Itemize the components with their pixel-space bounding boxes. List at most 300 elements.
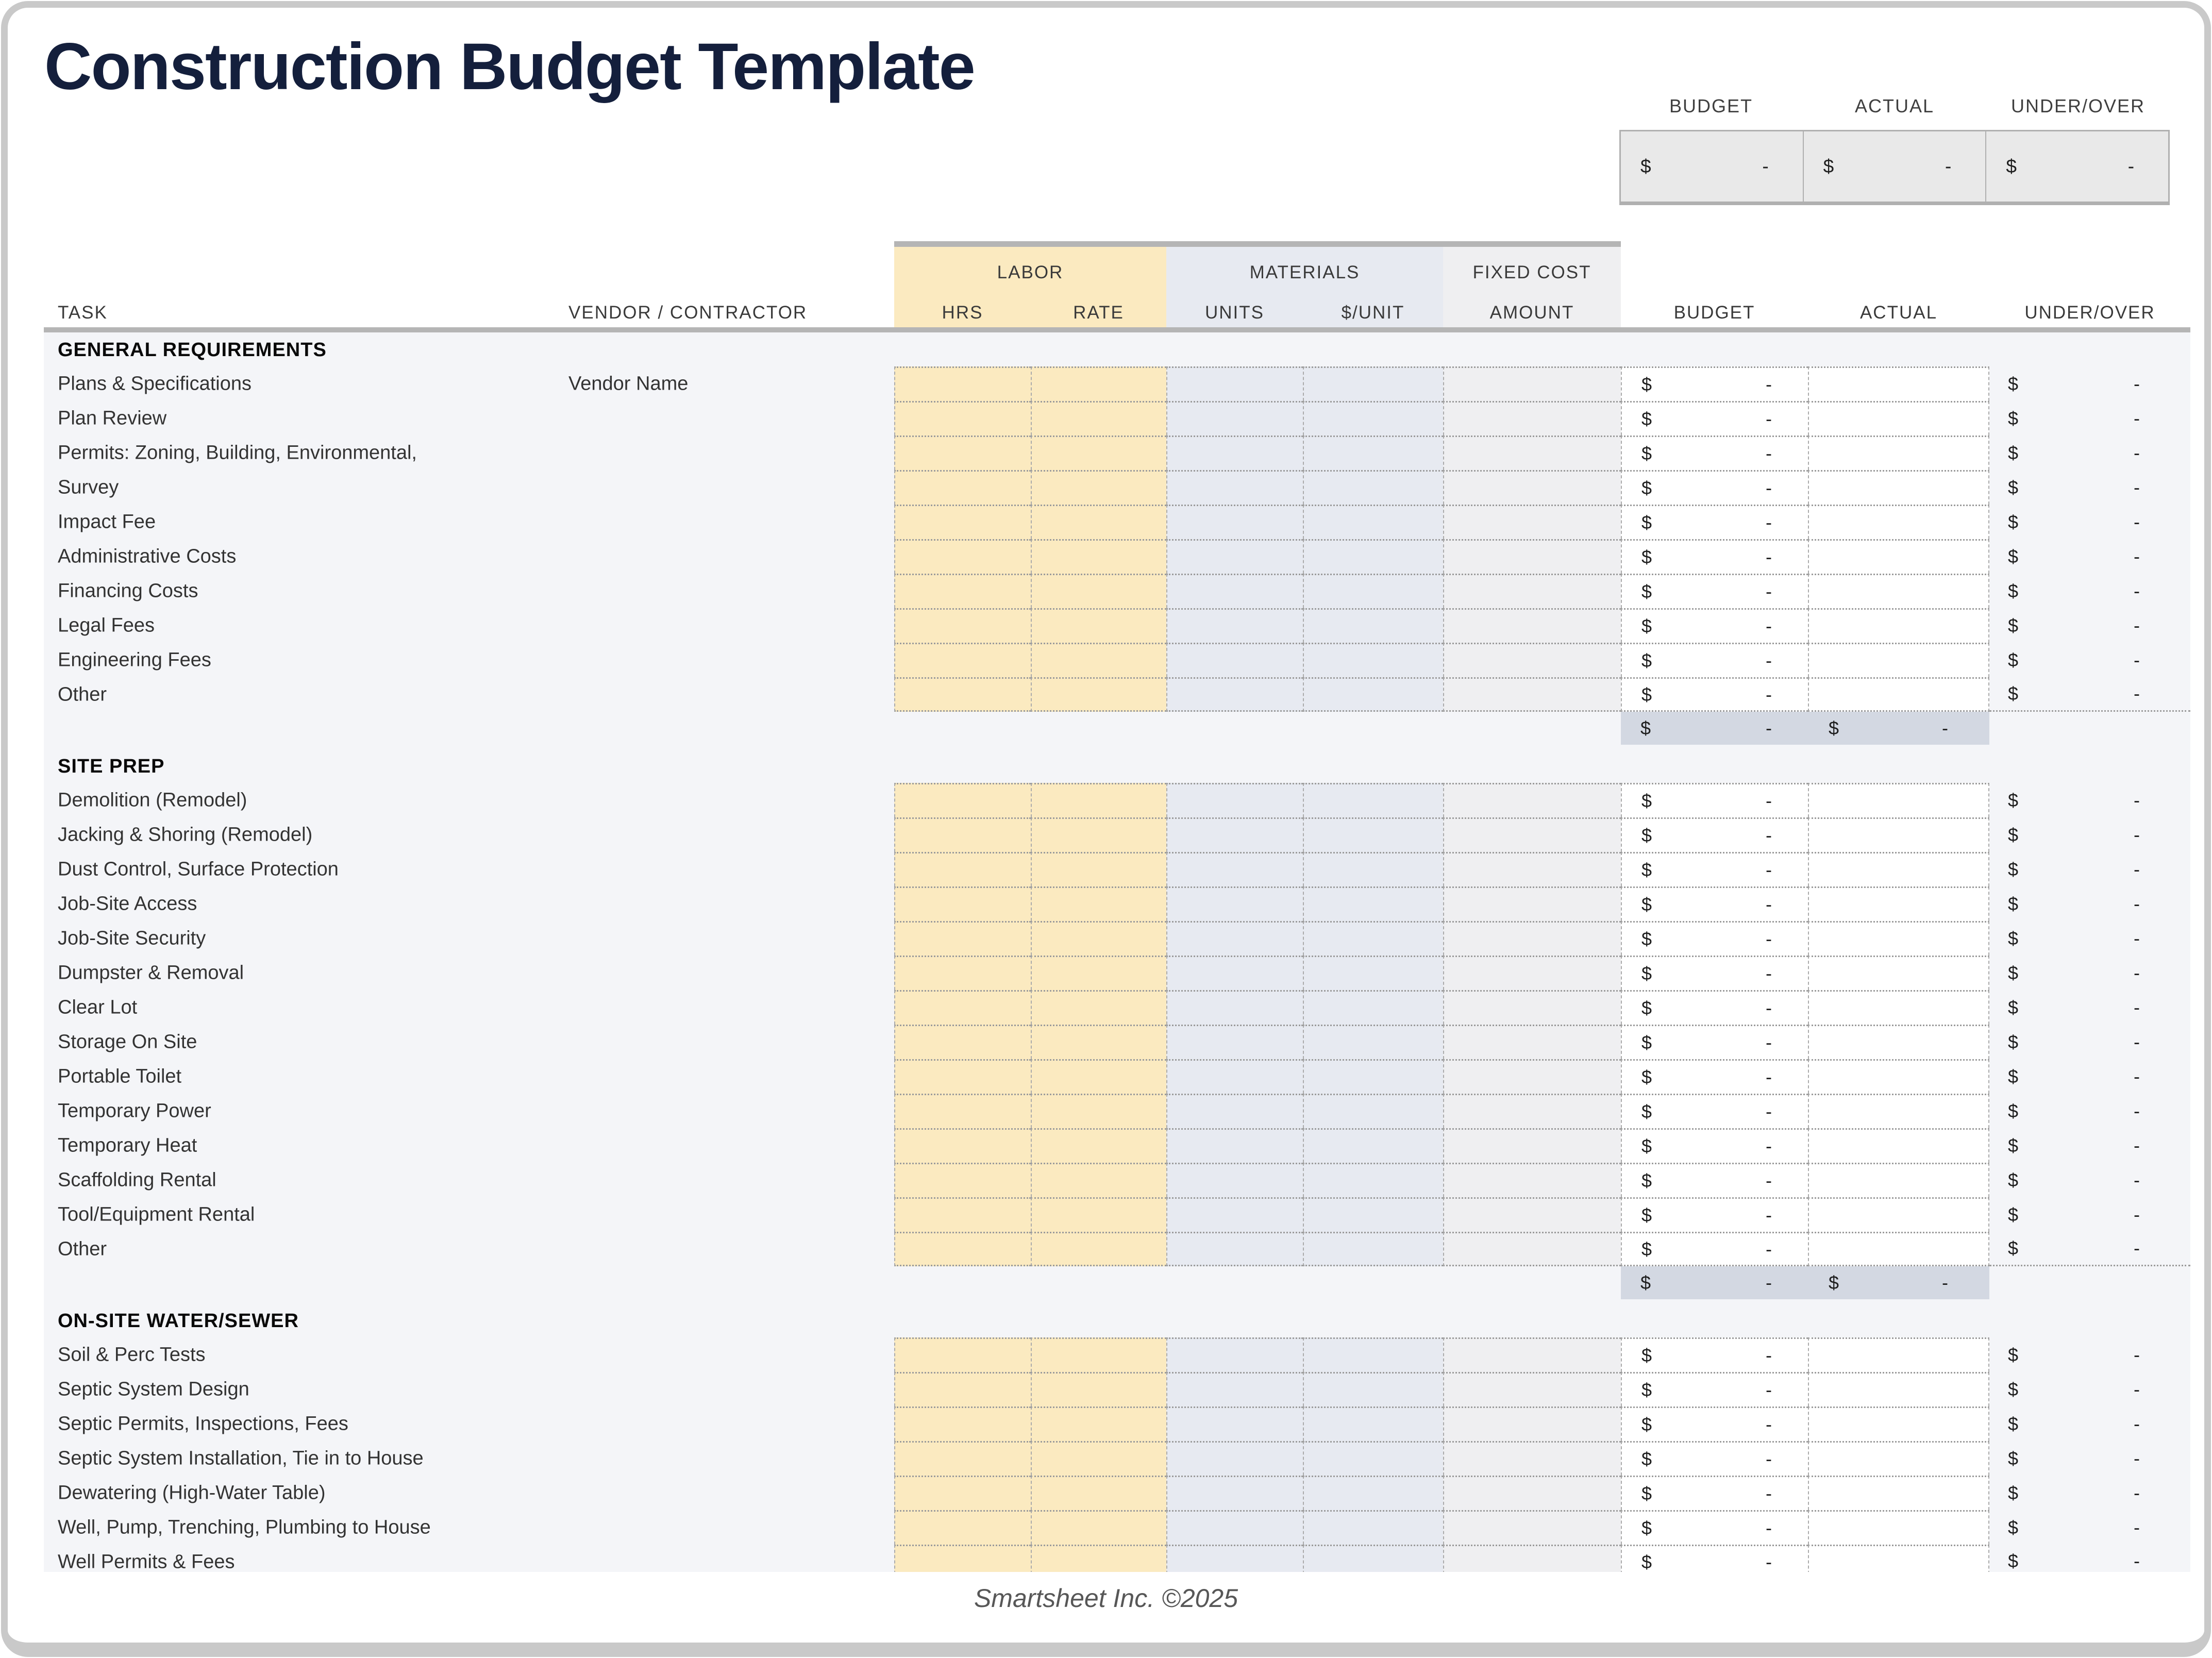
materials-units-cell[interactable]: [1166, 505, 1303, 539]
materials-unit-cost-cell[interactable]: [1303, 643, 1443, 677]
labor-hrs-cell[interactable]: [894, 852, 1031, 886]
fixed-cost-amount-cell[interactable]: [1443, 783, 1621, 817]
task-cell[interactable]: Financing Costs: [58, 580, 198, 601]
vendor-cell[interactable]: [568, 546, 775, 567]
task-cell[interactable]: Well, Pump, Trenching, Plumbing to House: [58, 1516, 431, 1538]
labor-hrs-cell[interactable]: [894, 1510, 1031, 1545]
actual-cell[interactable]: [1808, 1337, 1989, 1372]
under-over-cell[interactable]: [1989, 921, 2190, 956]
actual-cell[interactable]: [1808, 505, 1989, 539]
materials-unit-cost-cell[interactable]: [1303, 817, 1443, 852]
materials-units-cell[interactable]: [1166, 1025, 1303, 1059]
vendor-cell[interactable]: [568, 650, 775, 671]
task-cell[interactable]: Septic System Installation, Tie in to House: [58, 1447, 424, 1469]
vendor-cell[interactable]: [568, 477, 775, 498]
vendor-cell[interactable]: Vendor Name: [568, 373, 689, 394]
materials-units-cell[interactable]: [1166, 574, 1303, 608]
budget-cell[interactable]: [1621, 1059, 1808, 1094]
labor-hrs-cell[interactable]: [894, 366, 1031, 401]
under-over-cell[interactable]: [1989, 1372, 2190, 1406]
under-over-cell[interactable]: [1989, 677, 2190, 712]
fixed-cost-amount-cell[interactable]: [1443, 1406, 1621, 1441]
task-cell[interactable]: Dewatering (High-Water Table): [58, 1482, 326, 1503]
task-cell[interactable]: Dust Control, Surface Protection: [58, 858, 339, 880]
materials-unit-cost-cell[interactable]: [1303, 956, 1443, 990]
budget-cell[interactable]: [1621, 1441, 1808, 1476]
fixed-cost-amount-cell[interactable]: [1443, 1510, 1621, 1545]
task-cell[interactable]: Septic Permits, Inspections, Fees: [58, 1413, 348, 1434]
labor-hrs-cell[interactable]: [894, 677, 1031, 712]
under-over-cell[interactable]: [1989, 1337, 2190, 1372]
labor-rate-cell[interactable]: [1031, 921, 1166, 956]
fixed-cost-amount-cell[interactable]: [1443, 886, 1621, 921]
labor-hrs-cell[interactable]: [894, 956, 1031, 990]
budget-cell[interactable]: [1621, 643, 1808, 677]
materials-units-cell[interactable]: [1166, 1545, 1303, 1572]
task-cell[interactable]: Plans & Specifications: [58, 373, 252, 394]
budget-cell[interactable]: [1621, 1545, 1808, 1572]
actual-cell[interactable]: [1808, 608, 1989, 643]
task-cell[interactable]: Portable Toilet: [58, 1065, 182, 1087]
materials-unit-cost-cell[interactable]: [1303, 886, 1443, 921]
fixed-cost-amount-cell[interactable]: [1443, 1337, 1621, 1372]
labor-rate-cell[interactable]: [1031, 817, 1166, 852]
labor-hrs-cell[interactable]: [894, 1163, 1031, 1197]
task-cell[interactable]: Administrative Costs: [58, 545, 237, 567]
labor-rate-cell[interactable]: [1031, 1545, 1166, 1572]
under-over-cell[interactable]: [1989, 1510, 2190, 1545]
materials-units-cell[interactable]: [1166, 852, 1303, 886]
materials-unit-cost-cell[interactable]: [1303, 1025, 1443, 1059]
budget-cell[interactable]: [1621, 1232, 1808, 1266]
labor-rate-cell[interactable]: [1031, 886, 1166, 921]
labor-rate-cell[interactable]: [1031, 956, 1166, 990]
under-over-cell[interactable]: [1989, 817, 2190, 852]
fixed-cost-amount-cell[interactable]: [1443, 921, 1621, 956]
task-cell[interactable]: Storage On Site: [58, 1031, 197, 1052]
labor-hrs-cell[interactable]: [894, 436, 1031, 470]
task-cell[interactable]: Other: [58, 683, 107, 705]
budget-cell[interactable]: [1621, 1406, 1808, 1441]
under-over-cell[interactable]: [1989, 990, 2190, 1025]
budget-cell[interactable]: [1621, 677, 1808, 712]
actual-cell[interactable]: [1808, 1476, 1989, 1510]
budget-cell[interactable]: [1621, 436, 1808, 470]
budget-cell[interactable]: [1621, 401, 1808, 436]
actual-cell[interactable]: [1808, 921, 1989, 956]
materials-units-cell[interactable]: [1166, 608, 1303, 643]
under-over-cell[interactable]: [1989, 1441, 2190, 1476]
labor-rate-cell[interactable]: [1031, 401, 1166, 436]
under-over-cell[interactable]: [1989, 1163, 2190, 1197]
materials-units-cell[interactable]: [1166, 1372, 1303, 1406]
task-cell[interactable]: Temporary Power: [58, 1100, 211, 1121]
materials-unit-cost-cell[interactable]: [1303, 1372, 1443, 1406]
materials-unit-cost-cell[interactable]: [1303, 608, 1443, 643]
vendor-cell[interactable]: [568, 1032, 775, 1052]
under-over-cell[interactable]: [1989, 1545, 2190, 1572]
budget-cell[interactable]: [1621, 956, 1808, 990]
labor-rate-cell[interactable]: [1031, 608, 1166, 643]
actual-cell[interactable]: [1808, 1232, 1989, 1266]
materials-units-cell[interactable]: [1166, 1128, 1303, 1163]
materials-units-cell[interactable]: [1166, 1441, 1303, 1476]
materials-units-cell[interactable]: [1166, 1059, 1303, 1094]
labor-hrs-cell[interactable]: [894, 608, 1031, 643]
materials-units-cell[interactable]: [1166, 1163, 1303, 1197]
vendor-cell[interactable]: [568, 615, 775, 636]
actual-cell[interactable]: [1808, 817, 1989, 852]
fixed-cost-amount-cell[interactable]: [1443, 436, 1621, 470]
labor-rate-cell[interactable]: [1031, 1372, 1166, 1406]
task-cell[interactable]: Plan Review: [58, 407, 167, 429]
task-cell[interactable]: Dumpster & Removal: [58, 962, 244, 983]
vendor-cell[interactable]: [568, 825, 775, 845]
under-over-cell[interactable]: [1989, 539, 2190, 574]
task-cell[interactable]: Jacking & Shoring (Remodel): [58, 824, 313, 845]
labor-rate-cell[interactable]: [1031, 1128, 1166, 1163]
labor-hrs-cell[interactable]: [894, 401, 1031, 436]
task-cell[interactable]: Scaffolding Rental: [58, 1169, 216, 1191]
under-over-cell[interactable]: [1989, 643, 2190, 677]
actual-cell[interactable]: [1808, 1406, 1989, 1441]
budget-cell[interactable]: [1621, 1163, 1808, 1197]
task-cell[interactable]: Engineering Fees: [58, 649, 211, 671]
vendor-cell[interactable]: [568, 1379, 775, 1400]
budget-cell[interactable]: [1621, 1025, 1808, 1059]
under-over-cell[interactable]: [1989, 436, 2190, 470]
under-over-cell[interactable]: [1989, 886, 2190, 921]
actual-cell[interactable]: [1808, 1510, 1989, 1545]
labor-rate-cell[interactable]: [1031, 1197, 1166, 1232]
summary-total-under-over[interactable]: [1985, 131, 2168, 202]
budget-cell[interactable]: [1621, 1128, 1808, 1163]
labor-hrs-cell[interactable]: [894, 990, 1031, 1025]
fixed-cost-amount-cell[interactable]: [1443, 1476, 1621, 1510]
fixed-cost-amount-cell[interactable]: [1443, 643, 1621, 677]
task-cell[interactable]: Permits: Zoning, Building, Environmental,: [58, 442, 417, 463]
under-over-cell[interactable]: [1989, 366, 2190, 401]
labor-hrs-cell[interactable]: [894, 643, 1031, 677]
labor-hrs-cell[interactable]: [894, 1197, 1031, 1232]
actual-cell[interactable]: [1808, 539, 1989, 574]
budget-cell[interactable]: [1621, 505, 1808, 539]
fixed-cost-amount-cell[interactable]: [1443, 574, 1621, 608]
fixed-cost-amount-cell[interactable]: [1443, 608, 1621, 643]
fixed-cost-amount-cell[interactable]: [1443, 505, 1621, 539]
fixed-cost-amount-cell[interactable]: [1443, 852, 1621, 886]
actual-cell[interactable]: [1808, 677, 1989, 712]
budget-cell[interactable]: [1621, 1197, 1808, 1232]
labor-hrs-cell[interactable]: [894, 574, 1031, 608]
vendor-cell[interactable]: [568, 443, 775, 463]
actual-cell[interactable]: [1808, 956, 1989, 990]
materials-unit-cost-cell[interactable]: [1303, 366, 1443, 401]
labor-hrs-cell[interactable]: [894, 783, 1031, 817]
labor-hrs-cell[interactable]: [894, 921, 1031, 956]
task-cell[interactable]: Tool/Equipment Rental: [58, 1203, 255, 1225]
labor-rate-cell[interactable]: [1031, 505, 1166, 539]
fixed-cost-amount-cell[interactable]: [1443, 1372, 1621, 1406]
under-over-cell[interactable]: [1989, 1232, 2190, 1266]
labor-rate-cell[interactable]: [1031, 1094, 1166, 1128]
vendor-cell[interactable]: [568, 1517, 775, 1538]
labor-rate-cell[interactable]: [1031, 1441, 1166, 1476]
materials-unit-cost-cell[interactable]: [1303, 1406, 1443, 1441]
labor-hrs-cell[interactable]: [894, 539, 1031, 574]
under-over-cell[interactable]: [1989, 852, 2190, 886]
vendor-cell[interactable]: [568, 1066, 775, 1087]
labor-hrs-cell[interactable]: [894, 1059, 1031, 1094]
under-over-cell[interactable]: [1989, 1094, 2190, 1128]
materials-units-cell[interactable]: [1166, 366, 1303, 401]
labor-hrs-cell[interactable]: [894, 1232, 1031, 1266]
fixed-cost-amount-cell[interactable]: [1443, 1094, 1621, 1128]
materials-unit-cost-cell[interactable]: [1303, 505, 1443, 539]
budget-cell[interactable]: [1621, 366, 1808, 401]
task-cell[interactable]: Demolition (Remodel): [58, 789, 247, 811]
fixed-cost-amount-cell[interactable]: [1443, 1163, 1621, 1197]
materials-units-cell[interactable]: [1166, 886, 1303, 921]
materials-unit-cost-cell[interactable]: [1303, 1232, 1443, 1266]
actual-cell[interactable]: [1808, 1441, 1989, 1476]
summary-total-budget[interactable]: [1621, 131, 1803, 202]
task-cell[interactable]: Job-Site Security: [58, 927, 206, 949]
materials-units-cell[interactable]: [1166, 1232, 1303, 1266]
vendor-cell[interactable]: [568, 1204, 775, 1225]
labor-hrs-cell[interactable]: [894, 1094, 1031, 1128]
actual-cell[interactable]: [1808, 643, 1989, 677]
budget-cell[interactable]: [1621, 921, 1808, 956]
labor-rate-cell[interactable]: [1031, 1232, 1166, 1266]
task-cell[interactable]: Temporary Heat: [58, 1134, 197, 1156]
actual-cell[interactable]: [1808, 1128, 1989, 1163]
fixed-cost-amount-cell[interactable]: [1443, 677, 1621, 712]
materials-unit-cost-cell[interactable]: [1303, 1094, 1443, 1128]
materials-units-cell[interactable]: [1166, 990, 1303, 1025]
materials-unit-cost-cell[interactable]: [1303, 990, 1443, 1025]
labor-hrs-cell[interactable]: [894, 1406, 1031, 1441]
under-over-cell[interactable]: [1989, 470, 2190, 505]
labor-rate-cell[interactable]: [1031, 1337, 1166, 1372]
materials-units-cell[interactable]: [1166, 1510, 1303, 1545]
materials-units-cell[interactable]: [1166, 817, 1303, 852]
materials-unit-cost-cell[interactable]: [1303, 1059, 1443, 1094]
materials-units-cell[interactable]: [1166, 436, 1303, 470]
labor-rate-cell[interactable]: [1031, 436, 1166, 470]
budget-cell[interactable]: [1621, 852, 1808, 886]
materials-unit-cost-cell[interactable]: [1303, 436, 1443, 470]
labor-rate-cell[interactable]: [1031, 1163, 1166, 1197]
materials-unit-cost-cell[interactable]: [1303, 539, 1443, 574]
fixed-cost-amount-cell[interactable]: [1443, 366, 1621, 401]
vendor-cell[interactable]: [568, 1135, 775, 1156]
labor-hrs-cell[interactable]: [894, 886, 1031, 921]
task-cell[interactable]: Well Permits & Fees: [58, 1551, 235, 1572]
actual-cell[interactable]: [1808, 436, 1989, 470]
actual-cell[interactable]: [1808, 1372, 1989, 1406]
labor-rate-cell[interactable]: [1031, 1025, 1166, 1059]
budget-cell[interactable]: [1621, 1094, 1808, 1128]
materials-unit-cost-cell[interactable]: [1303, 470, 1443, 505]
actual-cell[interactable]: [1808, 1094, 1989, 1128]
labor-rate-cell[interactable]: [1031, 852, 1166, 886]
vendor-cell[interactable]: [568, 928, 775, 949]
under-over-cell[interactable]: [1989, 608, 2190, 643]
actual-cell[interactable]: [1808, 470, 1989, 505]
materials-unit-cost-cell[interactable]: [1303, 1128, 1443, 1163]
budget-cell[interactable]: [1621, 1337, 1808, 1372]
materials-unit-cost-cell[interactable]: [1303, 401, 1443, 436]
fixed-cost-amount-cell[interactable]: [1443, 539, 1621, 574]
task-cell[interactable]: Impact Fee: [58, 511, 156, 532]
task-cell[interactable]: Clear Lot: [58, 996, 138, 1018]
materials-units-cell[interactable]: [1166, 470, 1303, 505]
actual-cell[interactable]: [1808, 1059, 1989, 1094]
task-cell[interactable]: Soil & Perc Tests: [58, 1344, 206, 1365]
subtotal-budget[interactable]: [1621, 1266, 1808, 1299]
vendor-cell[interactable]: [568, 581, 775, 601]
materials-unit-cost-cell[interactable]: [1303, 1337, 1443, 1372]
materials-unit-cost-cell[interactable]: [1303, 1163, 1443, 1197]
materials-units-cell[interactable]: [1166, 1094, 1303, 1128]
subtotal-budget[interactable]: [1621, 712, 1808, 745]
materials-unit-cost-cell[interactable]: [1303, 677, 1443, 712]
budget-cell[interactable]: [1621, 539, 1808, 574]
labor-rate-cell[interactable]: [1031, 366, 1166, 401]
vendor-cell[interactable]: [568, 684, 775, 705]
materials-units-cell[interactable]: [1166, 1337, 1303, 1372]
under-over-cell[interactable]: [1989, 401, 2190, 436]
budget-cell[interactable]: [1621, 990, 1808, 1025]
actual-cell[interactable]: [1808, 1197, 1989, 1232]
fixed-cost-amount-cell[interactable]: [1443, 1232, 1621, 1266]
fixed-cost-amount-cell[interactable]: [1443, 1441, 1621, 1476]
vendor-cell[interactable]: [568, 859, 775, 880]
materials-units-cell[interactable]: [1166, 539, 1303, 574]
budget-cell[interactable]: [1621, 574, 1808, 608]
labor-rate-cell[interactable]: [1031, 1476, 1166, 1510]
actual-cell[interactable]: [1808, 886, 1989, 921]
budget-cell[interactable]: [1621, 1510, 1808, 1545]
under-over-cell[interactable]: [1989, 956, 2190, 990]
budget-cell[interactable]: [1621, 817, 1808, 852]
labor-hrs-cell[interactable]: [894, 1337, 1031, 1372]
task-cell[interactable]: Septic System Design: [58, 1378, 249, 1400]
vendor-cell[interactable]: [568, 1239, 775, 1260]
labor-hrs-cell[interactable]: [894, 1545, 1031, 1572]
vendor-cell[interactable]: [568, 1170, 775, 1191]
under-over-cell[interactable]: [1989, 1059, 2190, 1094]
materials-unit-cost-cell[interactable]: [1303, 783, 1443, 817]
labor-rate-cell[interactable]: [1031, 1406, 1166, 1441]
task-cell[interactable]: Legal Fees: [58, 614, 155, 636]
labor-rate-cell[interactable]: [1031, 539, 1166, 574]
vendor-cell[interactable]: [568, 1552, 775, 1572]
fixed-cost-amount-cell[interactable]: [1443, 1197, 1621, 1232]
materials-units-cell[interactable]: [1166, 1197, 1303, 1232]
budget-cell[interactable]: [1621, 1476, 1808, 1510]
task-cell[interactable]: Job-Site Access: [58, 893, 197, 914]
vendor-cell[interactable]: [568, 1448, 775, 1469]
summary-total-actual[interactable]: [1803, 131, 1986, 202]
labor-hrs-cell[interactable]: [894, 1128, 1031, 1163]
fixed-cost-amount-cell[interactable]: [1443, 470, 1621, 505]
under-over-cell[interactable]: [1989, 505, 2190, 539]
fixed-cost-amount-cell[interactable]: [1443, 1025, 1621, 1059]
labor-hrs-cell[interactable]: [894, 1441, 1031, 1476]
fixed-cost-amount-cell[interactable]: [1443, 401, 1621, 436]
actual-cell[interactable]: [1808, 990, 1989, 1025]
fixed-cost-amount-cell[interactable]: [1443, 1059, 1621, 1094]
subtotal-actual[interactable]: [1808, 1266, 1989, 1299]
budget-cell[interactable]: [1621, 783, 1808, 817]
under-over-cell[interactable]: [1989, 1025, 2190, 1059]
actual-cell[interactable]: [1808, 574, 1989, 608]
labor-rate-cell[interactable]: [1031, 990, 1166, 1025]
labor-hrs-cell[interactable]: [894, 1476, 1031, 1510]
task-cell[interactable]: Survey: [58, 476, 119, 498]
actual-cell[interactable]: [1808, 783, 1989, 817]
actual-cell[interactable]: [1808, 1163, 1989, 1197]
labor-hrs-cell[interactable]: [894, 1372, 1031, 1406]
budget-cell[interactable]: [1621, 470, 1808, 505]
labor-hrs-cell[interactable]: [894, 505, 1031, 539]
vendor-cell[interactable]: [568, 1345, 775, 1365]
fixed-cost-amount-cell[interactable]: [1443, 990, 1621, 1025]
actual-cell[interactable]: [1808, 1545, 1989, 1572]
materials-units-cell[interactable]: [1166, 677, 1303, 712]
labor-rate-cell[interactable]: [1031, 677, 1166, 712]
actual-cell[interactable]: [1808, 852, 1989, 886]
materials-units-cell[interactable]: [1166, 956, 1303, 990]
fixed-cost-amount-cell[interactable]: [1443, 1545, 1621, 1572]
actual-cell[interactable]: [1808, 366, 1989, 401]
labor-hrs-cell[interactable]: [894, 1025, 1031, 1059]
materials-units-cell[interactable]: [1166, 1406, 1303, 1441]
materials-units-cell[interactable]: [1166, 783, 1303, 817]
fixed-cost-amount-cell[interactable]: [1443, 1128, 1621, 1163]
under-over-cell[interactable]: [1989, 1128, 2190, 1163]
actual-cell[interactable]: [1808, 1025, 1989, 1059]
materials-units-cell[interactable]: [1166, 401, 1303, 436]
materials-unit-cost-cell[interactable]: [1303, 1441, 1443, 1476]
budget-cell[interactable]: [1621, 608, 1808, 643]
materials-units-cell[interactable]: [1166, 643, 1303, 677]
labor-rate-cell[interactable]: [1031, 1059, 1166, 1094]
materials-unit-cost-cell[interactable]: [1303, 1197, 1443, 1232]
labor-rate-cell[interactable]: [1031, 643, 1166, 677]
subtotal-actual[interactable]: [1808, 712, 1989, 745]
budget-cell[interactable]: [1621, 1372, 1808, 1406]
actual-cell[interactable]: [1808, 401, 1989, 436]
labor-hrs-cell[interactable]: [894, 470, 1031, 505]
materials-unit-cost-cell[interactable]: [1303, 1545, 1443, 1572]
materials-unit-cost-cell[interactable]: [1303, 1476, 1443, 1510]
budget-cell[interactable]: [1621, 886, 1808, 921]
labor-rate-cell[interactable]: [1031, 1510, 1166, 1545]
under-over-cell[interactable]: [1989, 1197, 2190, 1232]
fixed-cost-amount-cell[interactable]: [1443, 956, 1621, 990]
vendor-cell[interactable]: [568, 1101, 775, 1121]
under-over-cell[interactable]: [1989, 783, 2190, 817]
vendor-cell[interactable]: [568, 408, 775, 429]
under-over-cell[interactable]: [1989, 574, 2190, 608]
vendor-cell[interactable]: [568, 894, 775, 914]
vendor-cell[interactable]: [568, 963, 775, 983]
under-over-cell[interactable]: [1989, 1406, 2190, 1441]
labor-rate-cell[interactable]: [1031, 470, 1166, 505]
